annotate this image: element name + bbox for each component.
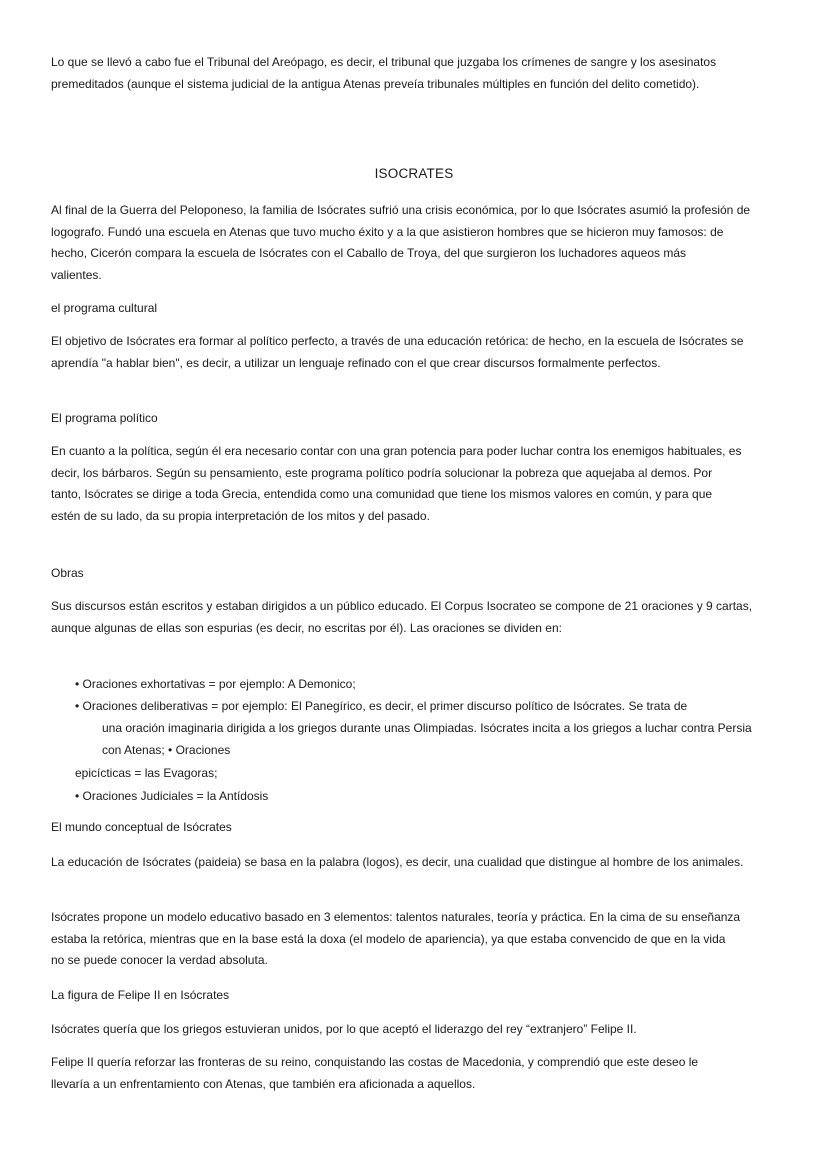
felipe-paragraph-2 bbox=[51, 1052, 766, 1095]
politico-paragraph bbox=[51, 441, 766, 527]
heading-programa-politico: El programa político bbox=[51, 411, 158, 425]
text-line: llevaría a un enfrentamiento con Atenas, que también era aficionada a aquellos. bbox=[51, 1076, 476, 1091]
mundo-paragraph bbox=[51, 852, 766, 874]
biography-paragraph bbox=[51, 200, 766, 286]
list-item-continuation: con Atenas; • Oraciones bbox=[102, 743, 231, 757]
text-line: Sus discursos están escritos y estaban dirigidos a un público educado. El Corpus Isocrateo se compone de 21 oraciones y 9 cartas, bbox=[51, 599, 753, 613]
text-line: aprendía "a hablar bien", es decir, a utilizar un lenguaje refinado con el que crear discursos formalmente perfectos. bbox=[51, 355, 661, 370]
list-item: • Oraciones Judiciales = la Antídosis bbox=[75, 789, 269, 803]
text-line: El objetivo de Isócrates era formar al político perfecto, a través de una educación retórica: de hecho, en la escuela de Isócrates se bbox=[51, 334, 744, 348]
list-item-continuation: una oración imaginaria dirigida a los griegos durante unas Olimpiadas. Isócrates incita a los griegos a luchar contra Persia bbox=[102, 721, 752, 735]
text-line: Isócrates quería que los griegos estuvieran unidos, por lo que aceptó el liderazgo del rey “extranjero” Felipe II. bbox=[51, 1022, 637, 1036]
text-line: Isócrates propone un modelo educativo basado en 3 elementos: talentos naturales, teoría y práctica. En la cima de su enseñanza bbox=[51, 910, 741, 924]
obras-paragraph bbox=[51, 596, 766, 639]
heading-mundo-conceptual: El mundo conceptual de Isócrates bbox=[51, 820, 232, 834]
text-line: decir, los bárbaros. Según su pensamiento, este programa político podría solucionar la pobreza que aquejaba al demos. Por bbox=[51, 465, 713, 480]
section-title: ISOCRATES bbox=[374, 166, 454, 181]
heading-obras: Obras bbox=[51, 566, 84, 580]
text-line: En cuanto a la política, según él era necesario contar con una gran potencia para poder luchar contra los enemigos habituales, es bbox=[51, 444, 742, 458]
text-line: logografo. Fundó una escuela en Atenas que tuvo mucho éxito y a la que asistieron hombres que se hicieron muy famosos: de bbox=[51, 224, 724, 239]
text-line: estaba la retórica, mientras que en la base está la doxa (el modelo de apariencia), ya que estaba convencido de que en la vida bbox=[51, 931, 726, 946]
list-item: • Oraciones exhortativas = por ejemplo: A Demonico; bbox=[75, 677, 356, 691]
text-line: aunque algunas de ellas son espurias (es decir, no escritas por él). Las oraciones se dividen en: bbox=[51, 620, 562, 635]
text-line: premeditados (aunque el sistema judicial de la antigua Atenas preveía tribunales múltiples en función del delito cometido). bbox=[51, 76, 700, 91]
intro-paragraph bbox=[51, 52, 766, 95]
list-item: • Oraciones deliberativas = por ejemplo: El Panegírico, es decir, el primer discurso político de Isócrates. Se trata de bbox=[75, 699, 688, 713]
cultural-paragraph bbox=[51, 331, 766, 374]
text-line: Lo que se llevó a cabo fue el Tribunal del Areópago, es decir, el tribunal que juzgaba los crímenes de sangre y los asesinatos bbox=[51, 55, 717, 69]
list-item: epicícticas = las Evagoras; bbox=[75, 766, 218, 780]
heading-programa-cultural: el programa cultural bbox=[51, 301, 158, 315]
heading-felipe: La figura de Felipe II en Isócrates bbox=[51, 988, 230, 1002]
text-line: Felipe II quería reforzar las fronteras de su reino, conquistando las costas de Macedonia, y comprendió que este deseo le bbox=[51, 1055, 699, 1069]
felipe-paragraph-1 bbox=[51, 1019, 766, 1041]
text-line: hecho, Cicerón compara la escuela de Isócrates con el Caballo de Troya, del que surgieron los luchadores aqueos más bbox=[51, 246, 687, 260]
text-line: no se puede conocer la verdad absoluta. bbox=[51, 953, 268, 967]
text-line: La educación de Isócrates (paideia) se basa en la palabra (logos), es decir, una cualidad que distingue al hombre de los animales. bbox=[51, 855, 744, 869]
text-line: Al final de la Guerra del Peloponeso, la familia de Isócrates sufrió una crisis económica, por lo que Isócrates asumió la profesión de bbox=[51, 203, 751, 217]
text-line: tanto, Isócrates se dirige a toda Grecia, entendida como una comunidad que tiene los mismos valores en común, y para que bbox=[51, 487, 713, 501]
modelo-paragraph bbox=[51, 907, 766, 972]
text-line: valientes. bbox=[51, 267, 102, 282]
text-line: estén de su lado, da su propia interpretación de los mitos y del pasado. bbox=[51, 508, 430, 523]
